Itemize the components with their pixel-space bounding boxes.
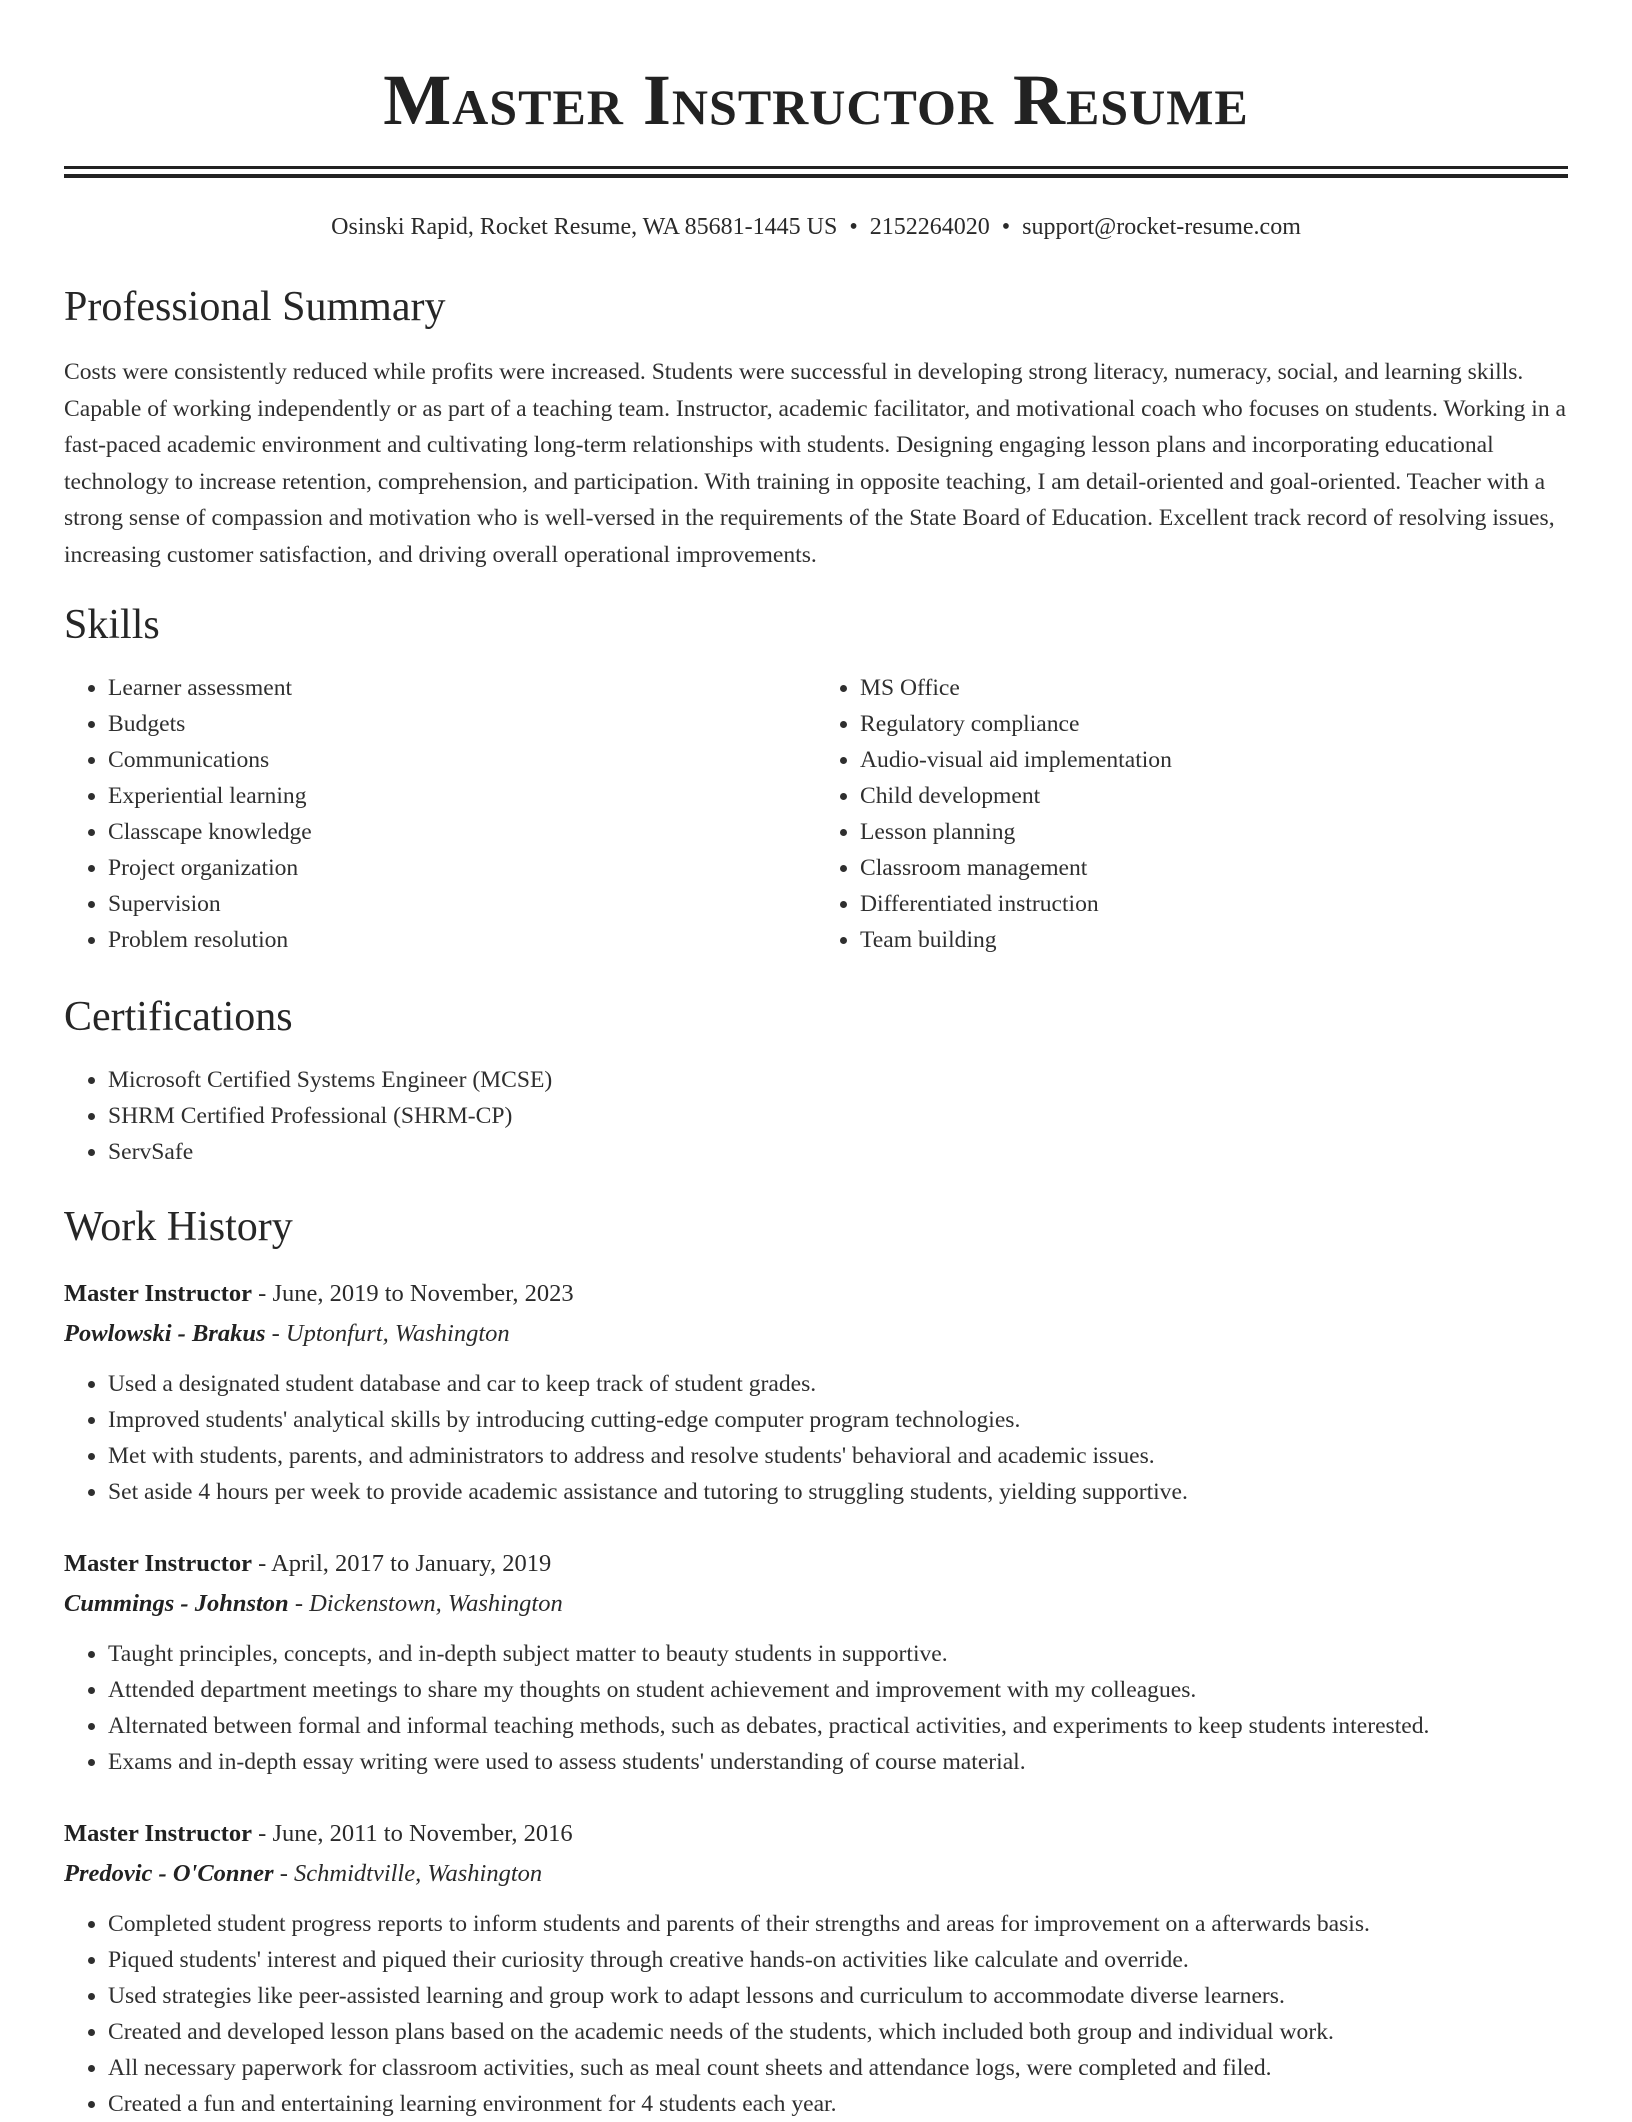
skill-item: • Team building	[860, 922, 1568, 958]
contact-email: support@rocket-resume.com	[1022, 214, 1301, 240]
job-duty: • Created a fun and entertaining learning environment for 4 students each year.	[108, 2086, 1568, 2122]
skill-item: • Classroom management	[860, 850, 1568, 886]
skill-item: • Audio-visual aid implementation	[860, 742, 1568, 778]
section-heading-certifications: Certifications	[64, 993, 293, 1040]
certification-item: • SHRM Certified Professional (SHRM-CP)	[108, 1098, 1568, 1134]
section-heading-skills: Skills	[64, 601, 160, 648]
job-duty: • Set aside 4 hours per week to provide academic assistance and tutoring to struggling students, yielding supportive.	[108, 1474, 1568, 1510]
skill-item: • Supervision	[108, 886, 816, 922]
skill-item: • Communications	[108, 742, 816, 778]
job-location: Schmidtville, Washington	[294, 1859, 543, 1887]
skill-item: • MS Office	[860, 670, 1568, 706]
job-duty: • Attended department meetings to share my thoughts on student achievement and improvement with my colleagues.	[108, 1672, 1568, 1708]
job-duty: • Alternated between formal and informal teaching methods, such as debates, practical activities, and experiments to keep students interested.	[108, 1708, 1568, 1744]
job-company: Powlowski - Brakus	[64, 1319, 266, 1347]
job-duties-list	[64, 1906, 1568, 2122]
skills-list-right	[816, 670, 1568, 958]
job-company: Predovic - O'Conner	[64, 1859, 274, 1887]
job-company-line: Cummings - Johnston - Dickenstown, Washington	[64, 1589, 563, 1617]
job-title-line: Master Instructor - June, 2019 to November, 2023	[64, 1279, 574, 1307]
job-entry	[64, 1814, 1568, 2122]
job-duty: • Taught principles, concepts, and in-depth subject matter to beauty students in supportive.	[108, 1636, 1568, 1672]
job-duty: • Used a designated student database and car to keep track of student grades.	[108, 1366, 1568, 1402]
skill-item: • Learner assessment	[108, 670, 816, 706]
skill-item: • Lesson planning	[860, 814, 1568, 850]
summary-text: Costs were consistently reduced while profits were increased. Students were successful in developing strong literacy, numeracy, social, and learning skills. Capable of working independently or as part of a teaching team. Instructor, academic facilitator, and motivational coach who focuses on students. Working in a fast-paced academic environment and cultivating long-term relationships with students. Designing engaging lesson plans and incorporating educational technology to increase retention, comprehension, and participation. With training in opposite teaching, I am detail-oriented and goal-oriented. Teacher with a strong sense of compassion and motivation who is well-versed in the requirements of the State Board of Education. Excellent track record of resolving issues, increasing customer satisfaction, and driving overall operational improvements.	[64, 359, 1567, 568]
contact-line	[64, 212, 1568, 242]
job-duties-list	[64, 1366, 1568, 1510]
job-title: Master Instructor	[64, 1549, 253, 1577]
job-company: Cummings - Johnston	[64, 1589, 289, 1617]
skill-item: • Problem resolution	[108, 922, 816, 958]
skill-item: • Classcape knowledge	[108, 814, 816, 850]
job-duty: • All necessary paperwork for classroom activities, such as meal count sheets and attendance logs, were completed and filed.	[108, 2050, 1568, 2086]
job-title: Master Instructor	[64, 1279, 253, 1307]
skill-item: • Child development	[860, 778, 1568, 814]
job-title: Master Instructor	[64, 1819, 253, 1847]
job-duty: • Completed student progress reports to inform students and parents of their strengths and areas for improvement on a afterwards basis.	[108, 1906, 1568, 1942]
job-duty: • Piqued students' interest and piqued their curiosity through creative hands-on activities like calculate and override.	[108, 1942, 1568, 1978]
job-dates: April, 2017 to January, 2019	[271, 1549, 552, 1577]
certification-item: • ServSafe	[108, 1134, 1568, 1170]
certification-item: • Microsoft Certified Systems Engineer (MCSE)	[108, 1062, 1568, 1098]
job-location: Uptonfurt, Washington	[285, 1319, 510, 1347]
section-heading-work-history: Work History	[64, 1203, 293, 1250]
job-dates: June, 2011 to November, 2016	[272, 1819, 573, 1847]
job-company-line: Predovic - O'Conner - Schmidtville, Washington	[64, 1859, 543, 1887]
job-duty: • Improved students' analytical skills by introducing cutting-edge computer program technologies.	[108, 1402, 1568, 1438]
resume-page	[64, 0, 1568, 2122]
contact-separator: •	[1001, 214, 1011, 240]
job-duty: • Used strategies like peer-assisted learning and group work to adapt lessons and curriculum to accommodate diverse learners.	[108, 1978, 1568, 2014]
job-entry	[64, 1544, 1568, 1780]
skill-item: • Experiential learning	[108, 778, 816, 814]
skill-item: • Budgets	[108, 706, 816, 742]
title-double-rule	[64, 166, 1568, 178]
resume-title: Master Instructor Resume	[383, 60, 1249, 140]
skills-list-left	[64, 670, 816, 958]
job-duty: • Exams and in-depth essay writing were used to assess students' understanding of course material.	[108, 1744, 1568, 1780]
job-title-line: Master Instructor - April, 2017 to January, 2019	[64, 1549, 552, 1577]
skills-columns	[64, 670, 1568, 958]
certifications-list	[64, 1062, 1568, 1170]
job-dates: June, 2019 to November, 2023	[272, 1279, 574, 1307]
job-duty: • Created and developed lesson plans based on the academic needs of the students, which included both group and individual work.	[108, 2014, 1568, 2050]
contact-address: Osinski Rapid, Rocket Resume, WA 85681-1445 US	[331, 214, 838, 240]
job-duty: • Met with students, parents, and administrators to address and resolve students' behavioral and academic issues.	[108, 1438, 1568, 1474]
contact-separator: •	[849, 214, 858, 240]
skill-item: • Project organization	[108, 850, 816, 886]
contact-phone: 2152264020	[869, 214, 990, 240]
job-title-line: Master Instructor - June, 2011 to November, 2016	[64, 1819, 573, 1847]
section-heading-summary: Professional Summary	[64, 284, 446, 330]
skill-item: • Differentiated instruction	[860, 886, 1568, 922]
job-location: Dickenstown, Washington	[309, 1589, 563, 1617]
job-duties-list	[64, 1636, 1568, 1780]
job-entry	[64, 1274, 1568, 1510]
job-company-line: Powlowski - Brakus - Uptonfurt, Washington	[64, 1319, 510, 1347]
skill-item: • Regulatory compliance	[860, 706, 1568, 742]
